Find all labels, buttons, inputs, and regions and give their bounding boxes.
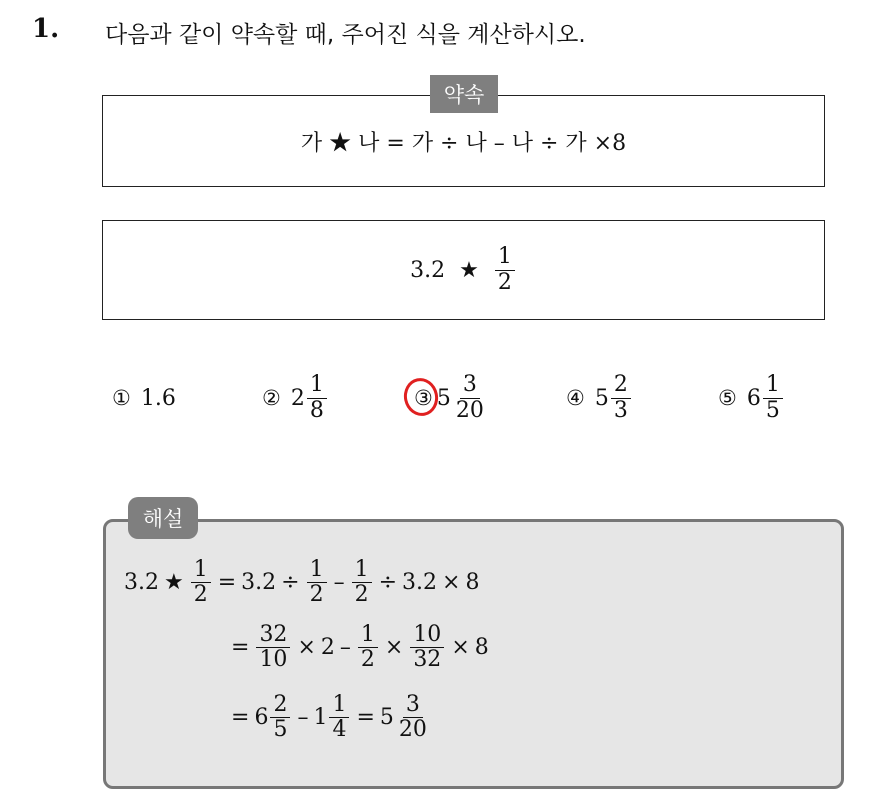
sol-num: 1 — [191, 558, 211, 583]
sol-fraction — [256, 623, 290, 672]
sol-fraction — [307, 558, 327, 607]
sol-fraction — [410, 623, 444, 672]
problem-frac-den: 2 — [497, 269, 512, 295]
rule-expression: 가 ★ 나 = 가 ÷ 나 – 나 ÷ 가 ×8 — [300, 131, 627, 156]
sol-den: 20 — [398, 717, 427, 743]
sol-fraction — [396, 693, 430, 742]
sol-den: 32 — [413, 647, 442, 673]
sol-fraction — [329, 693, 349, 742]
sol-term: 3.2 — [124, 570, 159, 596]
sol-den: 2 — [193, 582, 208, 608]
choice-4[interactable] — [566, 368, 633, 428]
choice-den: 5 — [765, 397, 780, 423]
choice-whole: 6 — [746, 385, 761, 411]
sol-den: 2 — [360, 647, 375, 673]
choice-whole: 2 — [290, 385, 305, 411]
sol-term: 5 — [379, 705, 394, 731]
choice-2[interactable] — [262, 368, 329, 428]
sol-op: = — [356, 705, 375, 731]
sol-term: 1 — [313, 705, 328, 731]
solution-line-2 — [226, 623, 489, 672]
sol-op: = — [231, 635, 250, 661]
choice-den: 3 — [613, 397, 628, 423]
sol-op: – — [339, 635, 351, 661]
sol-term: 3.2 — [402, 570, 438, 596]
sol-num: 10 — [410, 623, 444, 648]
choice-fraction — [307, 373, 327, 422]
choice-fraction — [611, 373, 631, 422]
choice-fraction — [763, 373, 783, 422]
sol-term: 8 — [465, 570, 480, 596]
choice-marker: ① — [112, 386, 131, 410]
rule-tag: 약속 — [430, 75, 498, 113]
sol-op: – — [297, 705, 309, 731]
sol-op: × — [384, 635, 404, 661]
question-text: 다음과 같이 약속할 때, 주어진 식을 계산하시오. — [105, 22, 586, 48]
sol-fraction — [191, 558, 211, 607]
sol-fraction — [270, 693, 290, 742]
choice-1[interactable] — [112, 368, 176, 428]
sol-term: 3.2 — [241, 570, 277, 596]
sol-op: × — [297, 635, 316, 661]
sol-den: 2 — [309, 582, 324, 608]
problem-left: 3.2 — [410, 257, 446, 283]
sol-num: 1 — [329, 693, 349, 718]
choice-value: 1.6 — [140, 385, 176, 411]
sol-den: 2 — [354, 582, 369, 608]
sol-num: 32 — [256, 623, 290, 648]
choice-marker: ② — [262, 386, 281, 410]
sol-term: 6 — [254, 705, 269, 731]
sol-op: × — [442, 570, 461, 596]
problem-fraction — [495, 245, 515, 294]
sol-num: 3 — [403, 693, 423, 718]
sol-den: 10 — [259, 647, 288, 673]
sol-op: ÷ — [281, 570, 300, 596]
choice-den: 20 — [455, 397, 484, 423]
solution-tag: 해설 — [128, 497, 198, 539]
sol-term: 2 — [320, 635, 335, 661]
sol-term: 8 — [474, 635, 489, 661]
problem-frac-num: 1 — [495, 245, 515, 270]
choice-num: 2 — [611, 373, 631, 398]
choice-num: 1 — [307, 373, 327, 398]
choice-marker: ④ — [566, 386, 585, 410]
sol-op: = — [231, 705, 250, 731]
sol-den: 5 — [273, 717, 288, 743]
sol-op: ÷ — [378, 570, 398, 596]
problem-box — [102, 220, 825, 320]
sol-fraction — [352, 558, 372, 607]
star-icon: ★ — [459, 257, 479, 283]
question-number: 1. — [32, 14, 60, 44]
choice-whole: 5 — [594, 385, 609, 411]
sol-op: – — [333, 570, 345, 596]
solution-line-1 — [124, 558, 479, 607]
choice-num: 3 — [460, 373, 480, 398]
sol-den: 4 — [332, 717, 347, 743]
choice-num: 1 — [763, 373, 783, 398]
star-icon: ★ — [164, 570, 184, 596]
sol-fraction — [358, 623, 378, 672]
choice-fraction — [453, 373, 487, 422]
sol-op: = — [217, 570, 237, 596]
choice-marker: ⑤ — [718, 386, 737, 410]
sol-num: 2 — [270, 693, 290, 718]
choice-5[interactable] — [718, 368, 785, 428]
choice-den: 8 — [309, 397, 324, 423]
choice-marker: ③ — [414, 386, 433, 410]
sol-op: × — [451, 635, 470, 661]
sol-num: 1 — [307, 558, 327, 583]
sol-num: 1 — [352, 558, 372, 583]
sol-num: 1 — [358, 623, 378, 648]
solution-line-3 — [226, 693, 432, 742]
choice-whole: 5 — [436, 385, 451, 411]
